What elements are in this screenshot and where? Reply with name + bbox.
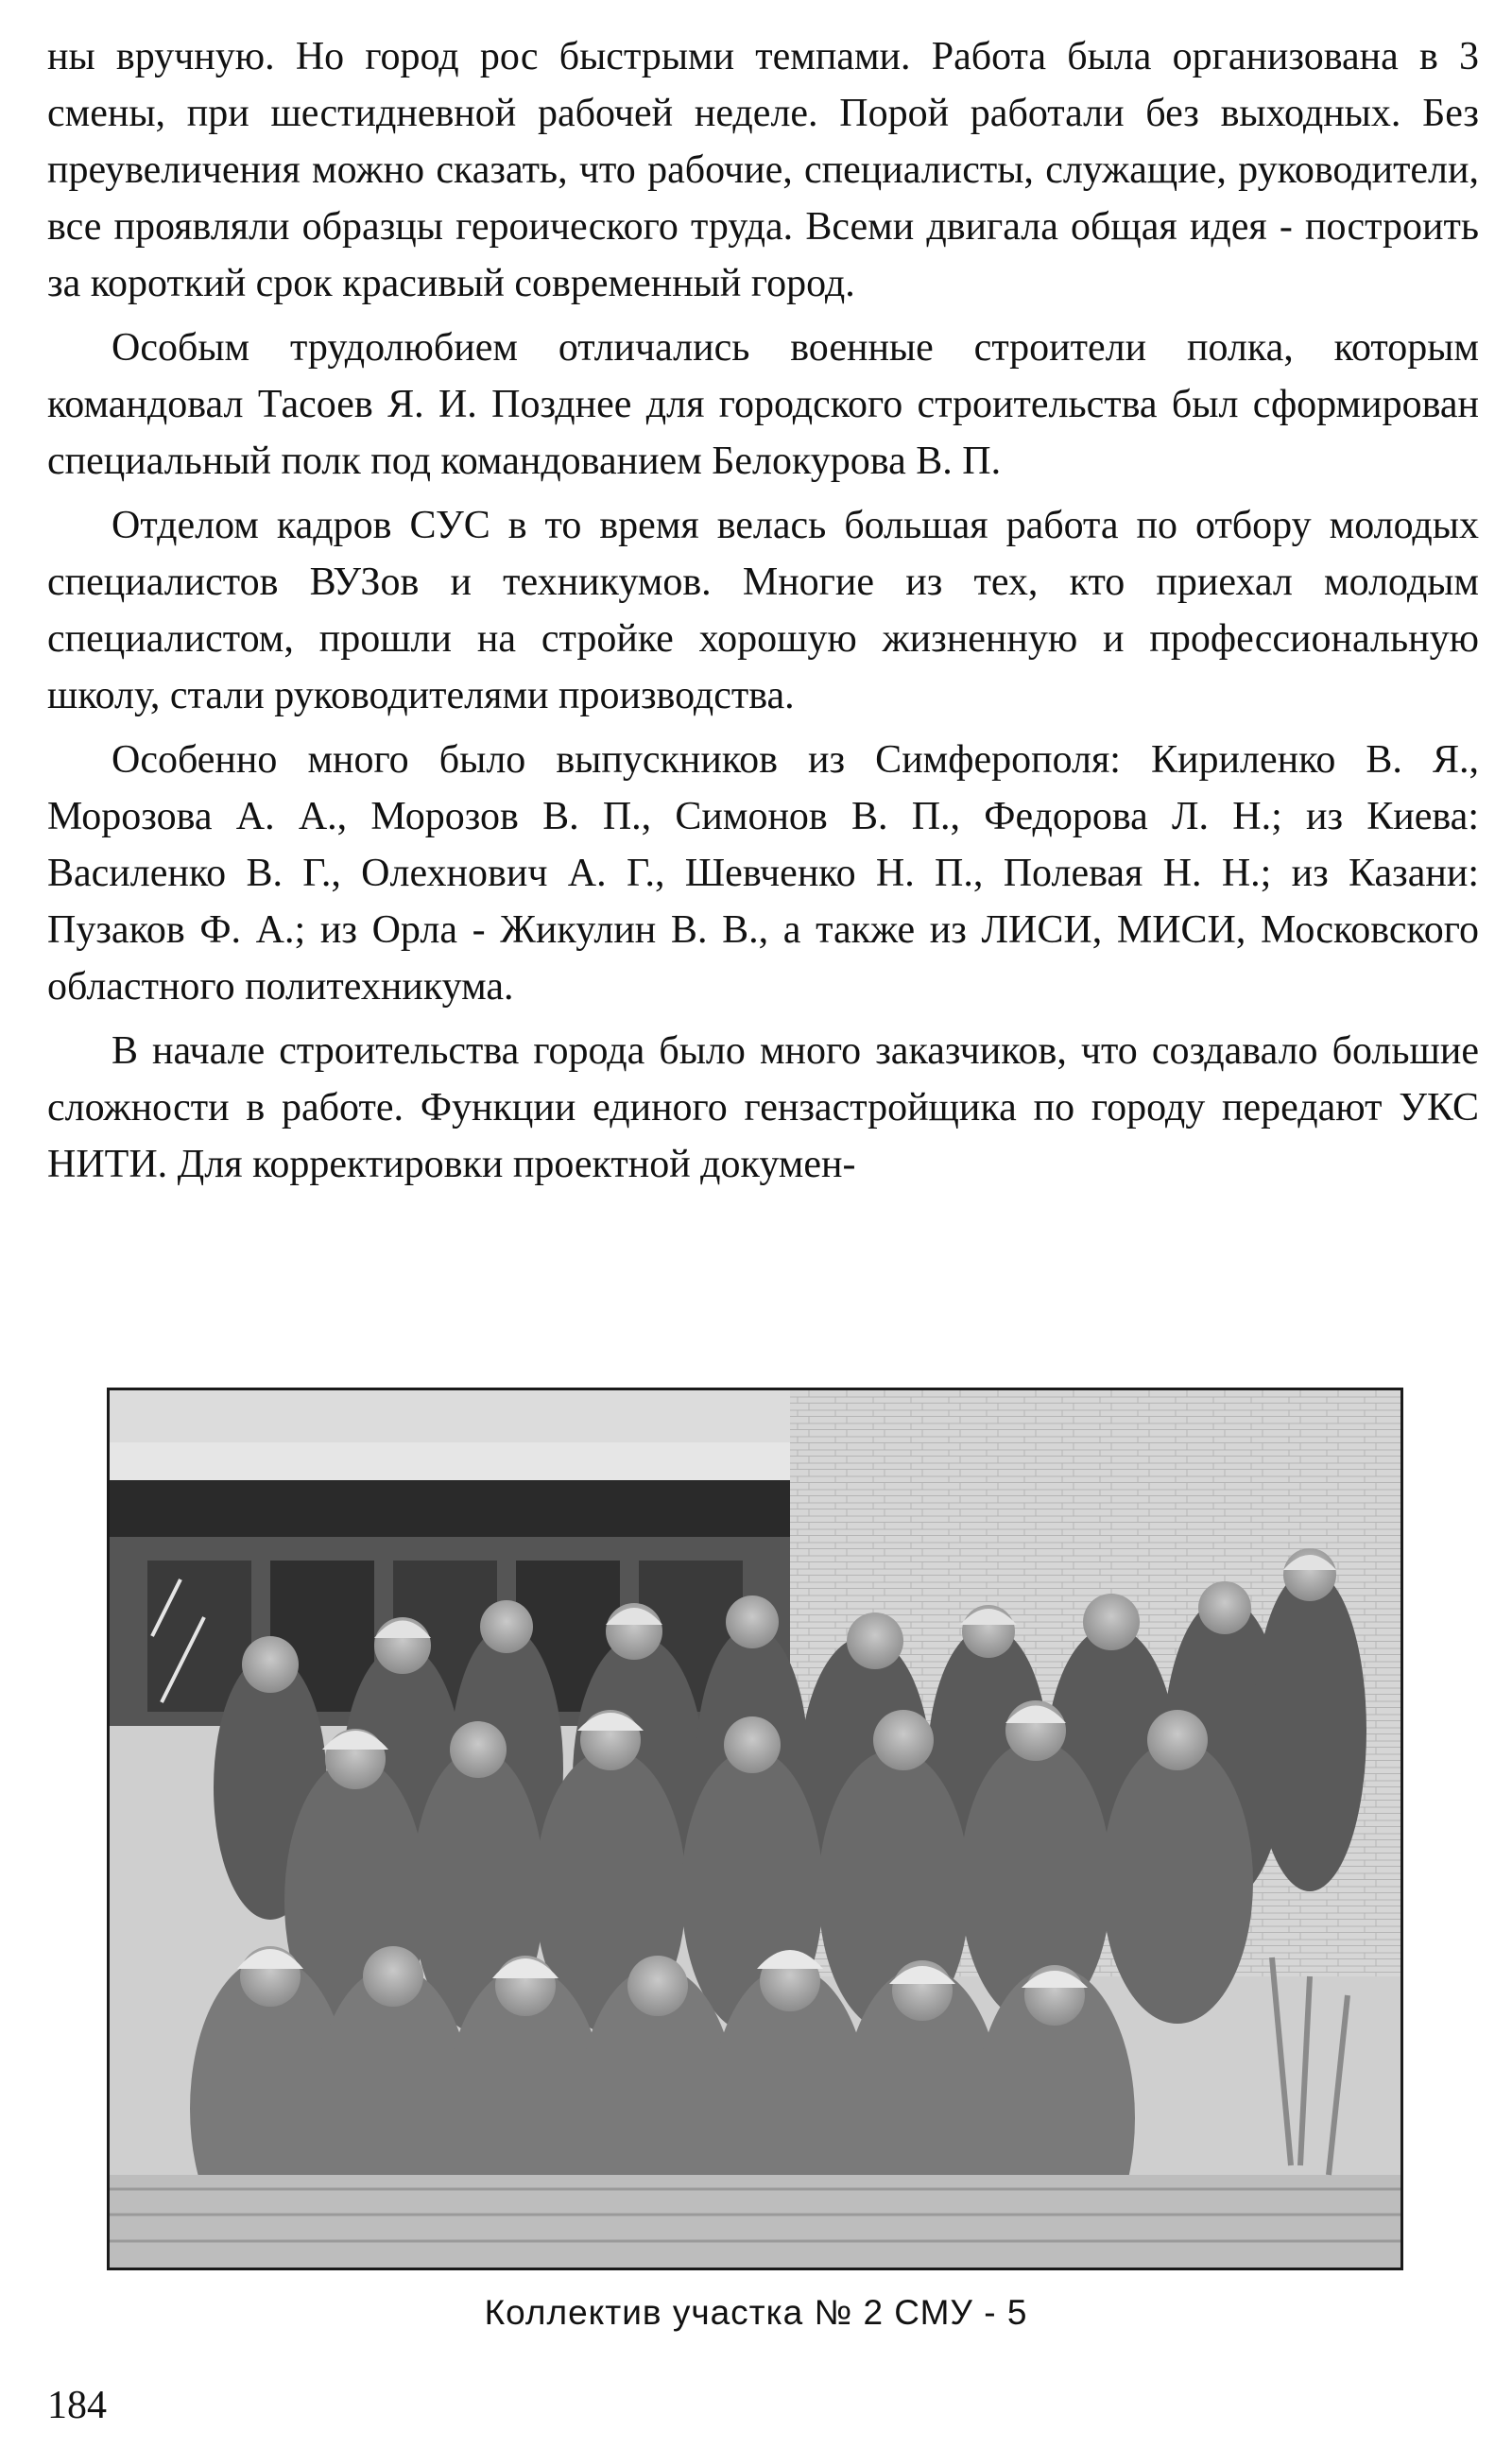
- paragraph-1: ны вручную. Но город рос быстрыми темпами. Работа была организована в 3 смены, при шестидневной рабочей неделе. Порой работали без выходных. Без преувеличения можно сказать, что рабочие, специалисты, служащие, руководители, все проявляли образцы героического труда. Всеми двигала общая идея - построить за короткий срок красивый современный город.: [47, 35, 1479, 305]
- body-text: [47, 28, 1479, 1200]
- group-photo: [107, 1388, 1403, 2270]
- paragraph-5: В начале строительства города было много заказчиков, что создавало большие сложности в работе. Функции единого гензастройщика по городу передают УКС НИТИ. Для корректировки проектной докумен-: [47, 1029, 1479, 1186]
- paragraph-2: Особым трудолюбием отличались военные строители полка, которым командовал Тасоев Я. И. Позднее для городского строительства был сформирован специальный полк под командованием Белокурова В. П.: [47, 326, 1479, 483]
- paragraph-4: Особенно много было выпускников из Симферополя: Кириленко В. Я., Морозова А. А., Морозов В. П., Симонов В. П., Федорова Л. Н.; из Киева: Василенко В. Г., Олехнович А. Г., Шевченко Н. П., Полевая Н. Н.; из Казани: Пузаков Ф. А.; из Орла - Жикулин В. В., а также из ЛИСИ, МИСИ, Московского областного политехникума.: [47, 738, 1479, 1009]
- group-photo-image: [110, 1390, 1400, 2268]
- photo-caption: Коллектив участка № 2 СМУ - 5: [484, 2293, 1028, 2332]
- page-number: 184: [47, 2384, 107, 2427]
- paragraph-3: Отделом кадров СУС в то время велась большая работа по отбору молодых специалистов ВУЗов и техникумов. Многие из тех, кто приехал молодым специалистом, прошли на стройке хорошую жизненную и профессиональную школу, стали руководителями производства.: [47, 504, 1479, 717]
